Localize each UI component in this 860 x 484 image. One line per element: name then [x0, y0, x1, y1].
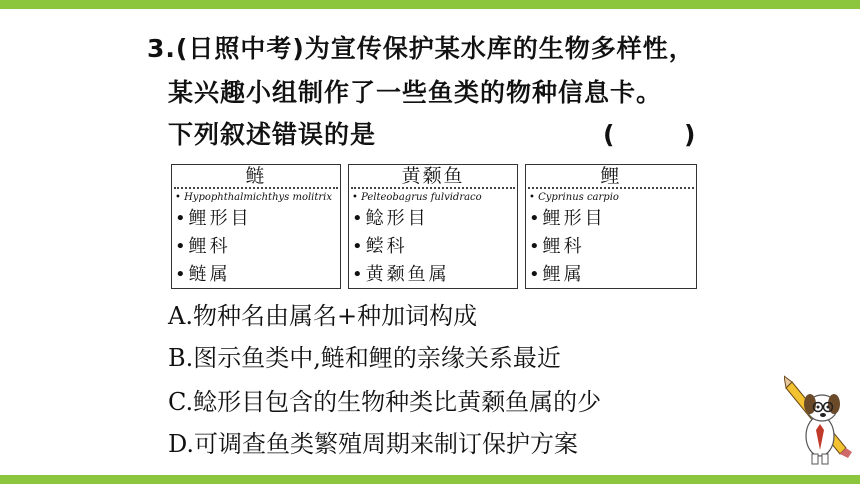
card-title: 黄颡鱼 [401, 165, 465, 187]
option-d: D.可调查鱼类繁殖周期来制订保护方案 [168, 430, 579, 458]
card-scientific-name: • Pelteobagrus fulvidraco [352, 192, 482, 203]
card-genus: •鲤属 [529, 264, 585, 285]
card-divider [174, 187, 338, 189]
card-order: •鲤形目 [175, 208, 252, 229]
answer-paren-open: ( [603, 120, 615, 149]
card-title: 鲤 [600, 165, 622, 187]
option-b: B.图示鱼类中,鲢和鲤的亲缘关系最近 [168, 344, 561, 372]
question-line-1: 3.(日照中考)为宣传保护某水库的生物多样性， [147, 34, 695, 63]
card-divider [528, 187, 694, 189]
card-family: •鲿科 [352, 236, 408, 257]
card-scientific-name: • Hypophthalmichthys molitrix [175, 192, 333, 203]
bottom-accent-bar [0, 475, 860, 484]
card-genus: •鲢属 [175, 264, 231, 285]
card-family: •鲤科 [175, 236, 231, 257]
card-family: •鲤科 [529, 236, 585, 257]
card-scientific-name: • Cyprinus carpio [529, 192, 619, 203]
option-a: A.物种名由属名+种加词构成 [168, 302, 478, 330]
species-card-silver-carp [171, 164, 341, 289]
answer-paren-close: ) [684, 120, 696, 149]
card-genus: •黄颡鱼属 [352, 264, 450, 285]
card-order: •鲶形目 [352, 208, 429, 229]
card-order: •鲤形目 [529, 208, 606, 229]
top-accent-bar [0, 0, 860, 9]
question-line-2: 某兴趣小组制作了一些鱼类的物种信息卡。 [168, 78, 663, 107]
option-c: C.鲶形目包含的生物种类比黄颡鱼属的少 [168, 388, 602, 416]
species-card-common-carp [525, 164, 697, 289]
card-title: 鲢 [245, 165, 267, 187]
card-divider [351, 187, 515, 189]
question-line-3: 下列叙述错误的是 [168, 120, 377, 149]
dog-with-pencil-icon [784, 374, 854, 466]
species-card-yellow-catfish [348, 164, 518, 289]
